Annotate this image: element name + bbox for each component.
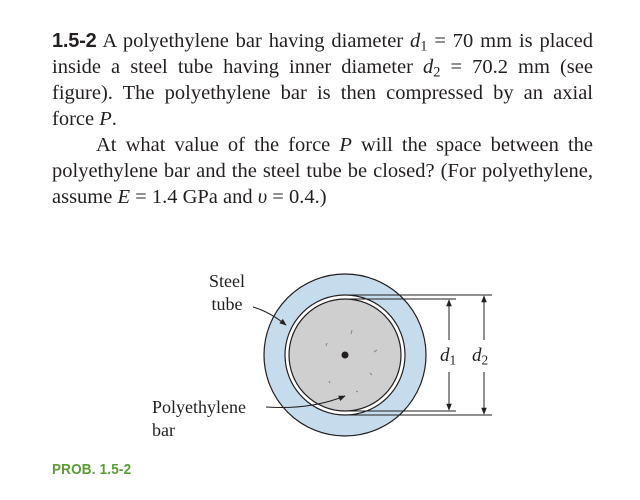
text-run: . [111,108,117,130]
label-line: Polyethylene [152,397,246,417]
poisson-symbol: υ [257,186,268,208]
text-run: A polyethylene bar having diameter [96,30,411,52]
polyethylene-bar-label [152,396,246,442]
d2-subscript: 2 [433,64,441,81]
d1-symbol: d [410,30,421,52]
d1-subscript: 1 [420,38,428,55]
d1-subscript: 1 [449,352,457,368]
text-run: = 70.2 mm (see figure). The polyethylene bar is then compressed by an axial force [52,56,593,130]
text-run: = 0.4.) [267,186,327,208]
label-line: bar [152,420,175,440]
d2-symbol: d [422,56,434,78]
d2-subscript: 2 [481,352,489,368]
d1-symbol: d [440,345,450,366]
steel-tube-label [209,270,245,316]
text-run: will the space between the polyethylene bar and the steel tube be closed? (For polyethylene, assume [52,134,593,208]
center-point [342,352,349,359]
text-run: At what value of the force [96,134,340,156]
label-line: tube [211,294,243,314]
modulus-symbol: E [117,186,131,208]
force-symbol: P [339,134,352,156]
problem-number: 1.5-2 [52,30,97,52]
label-line: Steel [209,271,245,291]
text-run: = 1.4 GPa and [130,186,258,208]
d2-dimension-label [472,344,488,367]
figure-caption: PROB. 1.5-2 [52,461,132,478]
d2-symbol: d [472,345,482,366]
d1-dimension-label [440,344,456,367]
text-run: = 70 mm is placed inside a steel tube having inner diameter [52,30,594,78]
force-symbol: P [99,108,112,130]
